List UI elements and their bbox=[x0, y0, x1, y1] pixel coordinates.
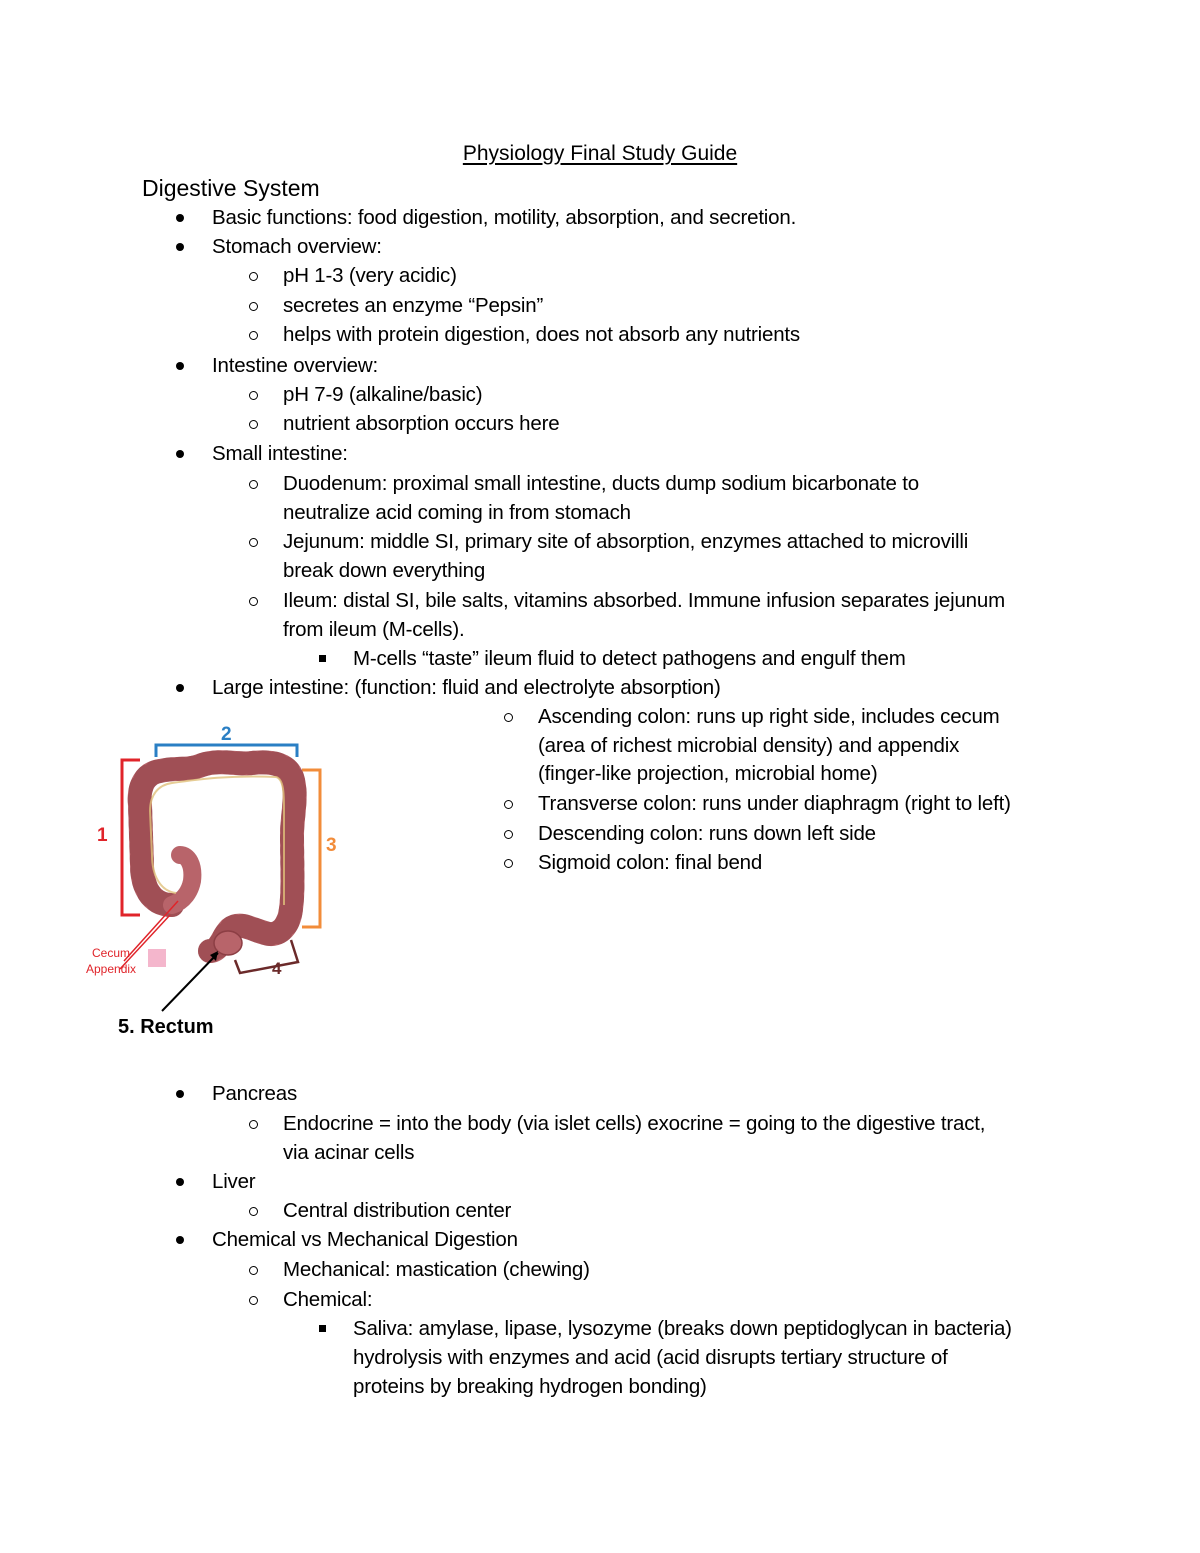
text-line: Mechanical: mastication (chewing) bbox=[283, 1258, 590, 1281]
text-line: neutralize acid coming in from stomach bbox=[283, 501, 631, 524]
text-line: Intestine overview: bbox=[212, 354, 378, 377]
sub-bullet bbox=[504, 830, 513, 839]
page-title: Physiology Final Study Guide bbox=[462, 142, 738, 165]
label-4: 4 bbox=[272, 959, 282, 978]
sub-bullet bbox=[249, 1120, 258, 1129]
colon-illustration bbox=[140, 762, 295, 955]
sub-bullet bbox=[249, 1296, 258, 1305]
label-2: 2 bbox=[221, 724, 232, 745]
sub-sub-bullet bbox=[319, 1325, 326, 1332]
text-line: (area of richest microbial density) and appendix bbox=[538, 734, 960, 757]
text-line: Liver bbox=[212, 1170, 256, 1193]
sub-bullet bbox=[249, 1266, 258, 1275]
text-line: Small intestine: bbox=[212, 442, 348, 465]
text-line: pH 1-3 (very acidic) bbox=[283, 264, 457, 287]
bullet bbox=[176, 214, 184, 222]
sub-bullet bbox=[249, 420, 258, 429]
text-line: Chemical: bbox=[283, 1288, 373, 1311]
text-line: Saliva: amylase, lipase, lysozyme (breaks down peptidoglycan in bacteria) bbox=[353, 1317, 1012, 1340]
bullet bbox=[176, 362, 184, 370]
bullet bbox=[176, 1178, 184, 1186]
text-line: Ileum: distal SI, bile salts, vitamins absorbed. Immune infusion separates jejunum bbox=[283, 589, 1005, 612]
bullet bbox=[176, 1236, 184, 1244]
text-line: Ascending colon: runs up right side, includes cecum bbox=[538, 705, 1000, 728]
sub-sub-bullet bbox=[319, 655, 326, 662]
appendix-marker bbox=[148, 949, 166, 967]
text-line: via acinar cells bbox=[283, 1141, 415, 1164]
text-line: helps with protein digestion, does not absorb any nutrients bbox=[283, 323, 800, 346]
text-line: Descending colon: runs down left side bbox=[538, 822, 876, 845]
text-line: from ileum (M-cells). bbox=[283, 618, 465, 641]
bullet bbox=[176, 243, 184, 251]
bullet bbox=[176, 1090, 184, 1098]
text-line: Sigmoid colon: final bend bbox=[538, 851, 763, 874]
sub-bullet bbox=[249, 480, 258, 489]
text-line: (finger-like projection, microbial home) bbox=[538, 762, 878, 785]
sub-bullet bbox=[504, 713, 513, 722]
text-line: M-cells “taste” ileum fluid to detect pathogens and engulf them bbox=[353, 647, 906, 670]
sub-bullet bbox=[249, 391, 258, 400]
text-line: pH 7-9 (alkaline/basic) bbox=[283, 383, 483, 406]
text-line: proteins by breaking hydrogen bonding) bbox=[353, 1375, 707, 1398]
sub-bullet bbox=[249, 597, 258, 606]
sub-bullet bbox=[504, 800, 513, 809]
label-3: 3 bbox=[326, 835, 337, 856]
large-intestine-diagram bbox=[80, 715, 360, 1045]
sub-bullet bbox=[249, 331, 258, 340]
sub-bullet bbox=[249, 538, 258, 547]
bullet bbox=[176, 684, 184, 692]
text-line: Stomach overview: bbox=[212, 235, 382, 258]
sub-bullet bbox=[249, 272, 258, 281]
label-1: 1 bbox=[97, 825, 108, 846]
text-line: Central distribution center bbox=[283, 1199, 512, 1222]
text-line: nutrient absorption occurs here bbox=[283, 412, 560, 435]
text-line: Jejunum: middle SI, primary site of absorption, enzymes attached to microvilli bbox=[283, 530, 969, 553]
text-line: hydrolysis with enzymes and acid (acid disrupts tertiary structure of bbox=[353, 1346, 948, 1369]
sub-bullet bbox=[249, 302, 258, 311]
text-line: break down everything bbox=[283, 559, 486, 582]
text-line: Large intestine: (function: fluid and electrolyte absorption) bbox=[212, 676, 721, 699]
sub-bullet bbox=[249, 1207, 258, 1216]
text-line: Chemical vs Mechanical Digestion bbox=[212, 1228, 518, 1251]
appendix-label: Appendix bbox=[86, 962, 137, 976]
rectum-arrow bbox=[162, 953, 218, 1011]
text-line: Basic functions: food digestion, motility, absorption, and secretion. bbox=[212, 206, 797, 229]
sub-bullet bbox=[504, 859, 513, 868]
section-heading: Digestive System bbox=[142, 175, 320, 201]
text-line: Pancreas bbox=[212, 1082, 298, 1105]
text-line: Transverse colon: runs under diaphragm (right to left) bbox=[538, 792, 1011, 815]
bullet bbox=[176, 450, 184, 458]
cecum-label: Cecum bbox=[92, 946, 131, 960]
text-line: secretes an enzyme “Pepsin” bbox=[283, 294, 544, 317]
text-line: Endocrine = into the body (via islet cells) exocrine = going to the digestive tract, bbox=[283, 1112, 986, 1135]
rectum-label: 5. Rectum bbox=[118, 1016, 214, 1038]
text-line: Duodenum: proximal small intestine, ducts dump sodium bicarbonate to bbox=[283, 472, 919, 495]
